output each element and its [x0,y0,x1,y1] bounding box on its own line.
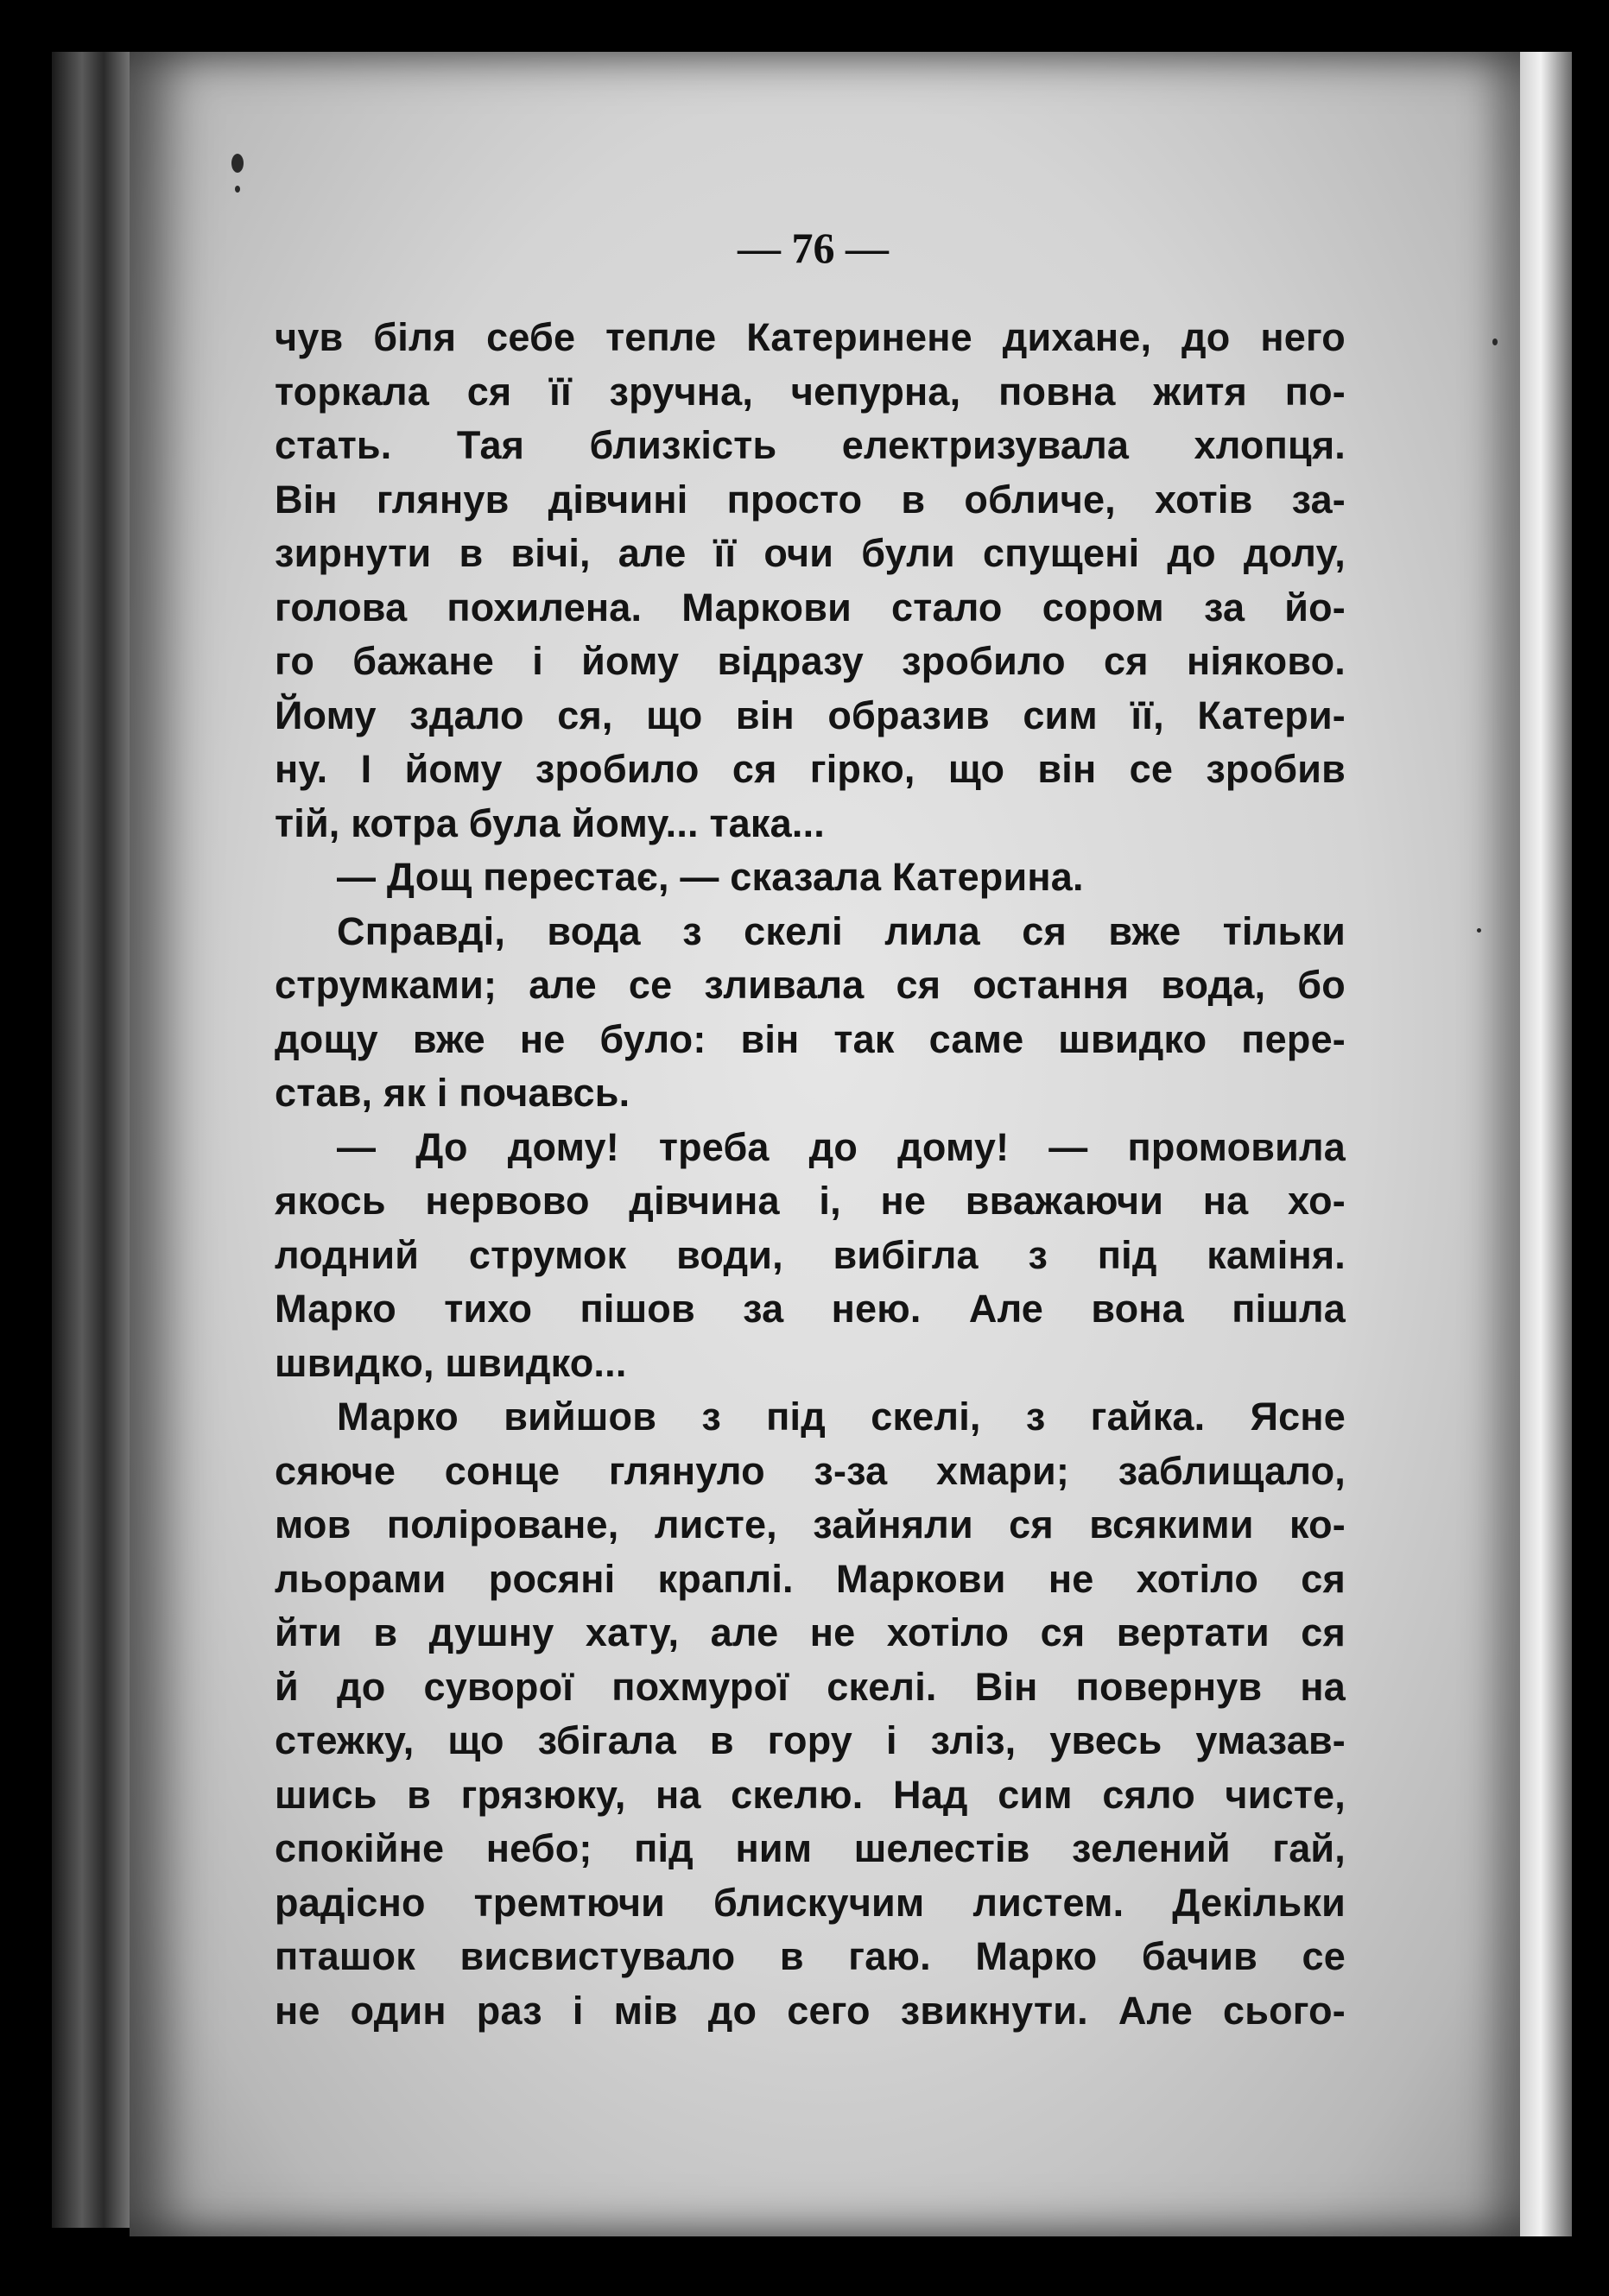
text-line: тій, котра була йому... така... [275,800,825,845]
text-line: Марко вийшов з під скелі, з гайка. Ясне [337,1395,1346,1439]
text-line: радісно тремтючи блискучим листем. Декільки [275,1880,1346,1925]
text-line: Справді, вода з скелі лила ся вже тільки [337,908,1346,953]
ink-speck [231,154,244,173]
text-line: не один раз і мів до сего звикнути. Але сього- [275,1988,1346,2033]
text-line: голова похилена. Маркови стало сором за йо- [275,585,1346,629]
text-line: — До дому! треба до дому! — промовила [337,1124,1346,1169]
text-line: зирнути в вічі, але її очи були спущені до долу, [275,531,1346,575]
text-line: сяюче сонце глянуло з-за хмари; заблищало, [275,1448,1346,1493]
text-line: йти в душну хату, але не хотіло ся вертати ся [275,1610,1346,1654]
text-line: шись в грязюку, на скелю. Над сим сяло чисте, [275,1772,1346,1817]
text-line: спокійне небо; під ним шелестів зелений гай, [275,1826,1346,1870]
text-line: пташок висвистувало в гаю. Марко бачив се [275,1934,1346,1978]
text-line: торкала ся її зручна, чепурна, повна житя по- [275,369,1346,414]
page-body-text [275,311,1346,2038]
ink-speck [235,186,240,193]
text-line: мов поліроване, листе, зайняли ся всякими ко- [275,1502,1346,1546]
text-line: льорами росяні краплі. Маркови не хотіло ся [275,1556,1346,1601]
text-line: швидко, швидко... [275,1340,627,1385]
text-line: й до суворої похмурої скелі. Він повернув на [275,1664,1346,1709]
text-line: дощу вже не було: він так саме швидко пере- [275,1016,1346,1061]
page-right-edge [1520,52,1572,2236]
text-line: струмками; але се зливала ся остання вода, бо [275,963,1346,1007]
text-line: став, як і почавсь. [275,1071,630,1115]
text-line: Марко тихо пішов за нею. Але вона пішла [275,1287,1346,1331]
text-line: лодний струмок води, вибігла з під каміня. [275,1232,1346,1277]
text-line: — Дощ перестає, — сказала Катерина. [337,855,1084,899]
text-line: Йому здало ся, що він образив сим її, Катери- [275,693,1346,737]
ink-speck [1492,338,1498,345]
text-line: стать. Тая близкість електризувала хлопця. [275,423,1346,467]
page-number: — 76 — [738,224,889,272]
text-line: стежку, що збігала в гору і зліз, увесь умазав- [275,1718,1346,1762]
text-line: якось нервово дівчина і, не вважаючи на хо- [275,1179,1346,1223]
ink-speck [1477,928,1481,933]
text-line: Він глянув дівчині просто в обличе, хотів за- [275,477,1346,522]
text-line: ну. І йому зробило ся гірко, що він се зробив [275,747,1346,791]
book-spine-shadow [52,52,138,2228]
text-line: го бажане і йому відразу зробило ся ніяково. [275,639,1346,683]
text-line: чув біля себе тепле Катеринене дихане, до него [275,315,1346,359]
